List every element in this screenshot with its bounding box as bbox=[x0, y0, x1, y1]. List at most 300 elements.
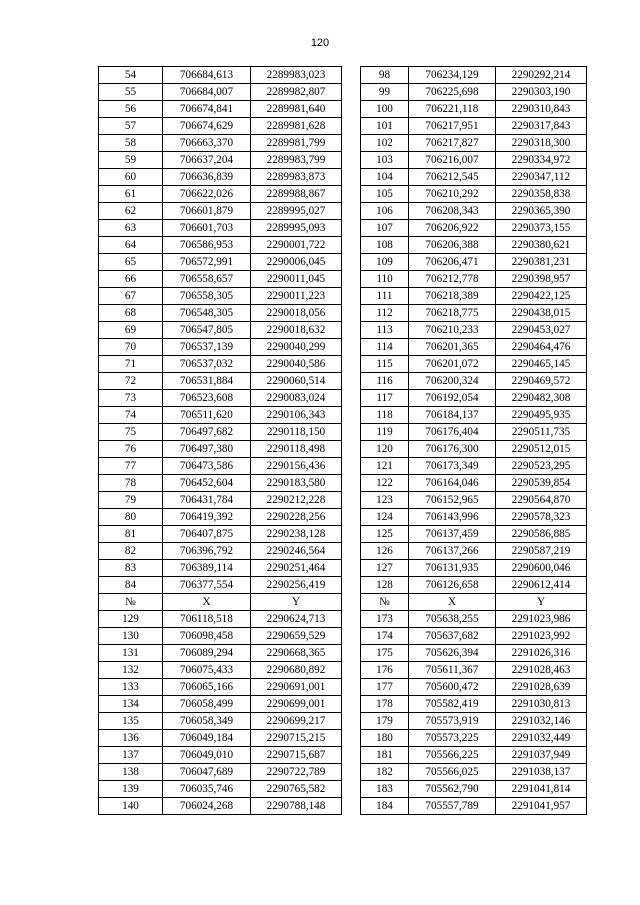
y-coordinate-cell: 2290465,145 bbox=[496, 356, 587, 373]
point-number-cell: 117 bbox=[361, 390, 409, 407]
point-number-cell: 136 bbox=[99, 730, 163, 747]
x-coordinate-cell: 706389,114 bbox=[163, 560, 251, 577]
x-coordinate-cell: 705600,472 bbox=[409, 679, 496, 696]
x-coordinate-cell: 706173,349 bbox=[409, 458, 496, 475]
x-coordinate-cell: 706558,657 bbox=[163, 271, 251, 288]
point-number-cell: 98 bbox=[361, 67, 409, 84]
x-coordinate-cell: 706548,305 bbox=[163, 305, 251, 322]
y-coordinate-cell: 2289988,867 bbox=[251, 186, 342, 203]
y-coordinate-cell: 2290512,015 bbox=[496, 441, 587, 458]
table-row bbox=[99, 254, 587, 271]
table-row bbox=[99, 543, 587, 560]
table-row bbox=[99, 696, 587, 713]
point-number-cell: 139 bbox=[99, 781, 163, 798]
x-coordinate-cell: 706049,184 bbox=[163, 730, 251, 747]
point-number-cell: 140 bbox=[99, 798, 163, 815]
point-number-cell: 73 bbox=[99, 390, 163, 407]
x-coordinate-cell: 706212,545 bbox=[409, 169, 496, 186]
point-number-cell: 102 bbox=[361, 135, 409, 152]
y-coordinate-cell: 2291037,949 bbox=[496, 747, 587, 764]
x-coordinate-cell: 705582,419 bbox=[409, 696, 496, 713]
number-header: № bbox=[361, 594, 409, 611]
table-row bbox=[99, 101, 587, 118]
column-gap bbox=[342, 237, 361, 254]
y-coordinate-cell: 2289995,027 bbox=[251, 203, 342, 220]
x-coordinate-cell: 705557,789 bbox=[409, 798, 496, 815]
point-number-cell: 84 bbox=[99, 577, 163, 594]
y-coordinate-cell: 2290380,621 bbox=[496, 237, 587, 254]
y-coordinate-cell: 2290118,498 bbox=[251, 441, 342, 458]
y-coordinate-cell: 2290469,572 bbox=[496, 373, 587, 390]
y-header: Y bbox=[251, 594, 342, 611]
x-coordinate-cell: 706637,204 bbox=[163, 152, 251, 169]
column-gap bbox=[342, 577, 361, 594]
y-coordinate-cell: 2290156,436 bbox=[251, 458, 342, 475]
table-row bbox=[99, 237, 587, 254]
x-coordinate-cell: 706377,554 bbox=[163, 577, 251, 594]
x-coordinate-cell: 706218,389 bbox=[409, 288, 496, 305]
y-coordinate-cell: 2290292,214 bbox=[496, 67, 587, 84]
x-coordinate-cell: 706601,703 bbox=[163, 220, 251, 237]
table-row bbox=[99, 475, 587, 492]
y-coordinate-cell: 2289981,640 bbox=[251, 101, 342, 118]
y-coordinate-cell: 2290539,854 bbox=[496, 475, 587, 492]
x-coordinate-cell: 706152,965 bbox=[409, 492, 496, 509]
table-row bbox=[99, 169, 587, 186]
column-gap bbox=[342, 390, 361, 407]
x-coordinate-cell: 705637,682 bbox=[409, 628, 496, 645]
x-coordinate-cell: 705562,790 bbox=[409, 781, 496, 798]
table-row bbox=[99, 339, 587, 356]
y-coordinate-cell: 2290722,789 bbox=[251, 764, 342, 781]
x-coordinate-cell: 705566,225 bbox=[409, 747, 496, 764]
column-gap bbox=[342, 288, 361, 305]
x-coordinate-cell: 706206,922 bbox=[409, 220, 496, 237]
y-coordinate-cell: 2290118,150 bbox=[251, 424, 342, 441]
column-gap bbox=[342, 543, 361, 560]
x-coordinate-cell: 706225,698 bbox=[409, 84, 496, 101]
table-row bbox=[99, 407, 587, 424]
x-coordinate-cell: 706075,433 bbox=[163, 662, 251, 679]
point-number-cell: 181 bbox=[361, 747, 409, 764]
point-number-cell: 64 bbox=[99, 237, 163, 254]
column-gap bbox=[342, 781, 361, 798]
table-row bbox=[99, 662, 587, 679]
point-number-cell: 55 bbox=[99, 84, 163, 101]
point-number-cell: 112 bbox=[361, 305, 409, 322]
column-gap bbox=[342, 594, 361, 611]
y-coordinate-cell: 2289981,799 bbox=[251, 135, 342, 152]
point-number-cell: 74 bbox=[99, 407, 163, 424]
column-gap bbox=[342, 271, 361, 288]
point-number-cell: 120 bbox=[361, 441, 409, 458]
x-coordinate-cell: 706192,054 bbox=[409, 390, 496, 407]
x-coordinate-cell: 706118,518 bbox=[163, 611, 251, 628]
point-number-cell: 61 bbox=[99, 186, 163, 203]
y-coordinate-cell: 2290040,299 bbox=[251, 339, 342, 356]
y-coordinate-cell: 2290310,843 bbox=[496, 101, 587, 118]
x-coordinate-cell: 706674,841 bbox=[163, 101, 251, 118]
table-row bbox=[99, 509, 587, 526]
x-coordinate-cell: 706218,775 bbox=[409, 305, 496, 322]
point-number-cell: 79 bbox=[99, 492, 163, 509]
y-coordinate-cell: 2291023,986 bbox=[496, 611, 587, 628]
column-gap bbox=[342, 798, 361, 815]
x-coordinate-cell: 706206,388 bbox=[409, 237, 496, 254]
column-gap bbox=[342, 747, 361, 764]
point-number-cell: 68 bbox=[99, 305, 163, 322]
x-coordinate-cell: 706137,266 bbox=[409, 543, 496, 560]
y-coordinate-cell: 2290001,722 bbox=[251, 237, 342, 254]
column-gap bbox=[342, 730, 361, 747]
y-coordinate-cell: 2290511,735 bbox=[496, 424, 587, 441]
point-number-cell: 110 bbox=[361, 271, 409, 288]
y-coordinate-cell: 2289983,799 bbox=[251, 152, 342, 169]
column-gap bbox=[342, 322, 361, 339]
x-coordinate-cell: 706497,682 bbox=[163, 424, 251, 441]
column-gap bbox=[342, 475, 361, 492]
column-gap bbox=[342, 509, 361, 526]
x-coordinate-cell: 706663,370 bbox=[163, 135, 251, 152]
y-coordinate-cell: 2290699,217 bbox=[251, 713, 342, 730]
y-coordinate-cell: 2290018,632 bbox=[251, 322, 342, 339]
point-number-cell: 138 bbox=[99, 764, 163, 781]
x-coordinate-cell: 706089,294 bbox=[163, 645, 251, 662]
point-number-cell: 75 bbox=[99, 424, 163, 441]
x-coordinate-cell: 706636,839 bbox=[163, 169, 251, 186]
column-gap bbox=[342, 441, 361, 458]
y-coordinate-cell: 2290715,215 bbox=[251, 730, 342, 747]
x-coordinate-cell: 706531,884 bbox=[163, 373, 251, 390]
column-gap bbox=[342, 407, 361, 424]
column-gap bbox=[342, 560, 361, 577]
x-coordinate-cell: 706058,499 bbox=[163, 696, 251, 713]
column-gap bbox=[342, 713, 361, 730]
point-number-cell: 118 bbox=[361, 407, 409, 424]
y-header: Y bbox=[496, 594, 587, 611]
column-gap bbox=[342, 526, 361, 543]
column-gap bbox=[342, 373, 361, 390]
point-number-cell: 129 bbox=[99, 611, 163, 628]
y-coordinate-cell: 2289981,628 bbox=[251, 118, 342, 135]
x-coordinate-cell: 706217,827 bbox=[409, 135, 496, 152]
point-number-cell: 114 bbox=[361, 339, 409, 356]
point-number-cell: 131 bbox=[99, 645, 163, 662]
table-row bbox=[99, 781, 587, 798]
x-coordinate-cell: 706035,746 bbox=[163, 781, 251, 798]
point-number-cell: 116 bbox=[361, 373, 409, 390]
point-number-cell: 78 bbox=[99, 475, 163, 492]
x-coordinate-cell: 705566,025 bbox=[409, 764, 496, 781]
y-coordinate-cell: 2290006,045 bbox=[251, 254, 342, 271]
point-number-cell: 184 bbox=[361, 798, 409, 815]
x-coordinate-cell: 706206,471 bbox=[409, 254, 496, 271]
y-coordinate-cell: 2290659,529 bbox=[251, 628, 342, 645]
y-coordinate-cell: 2290482,308 bbox=[496, 390, 587, 407]
y-coordinate-cell: 2291030,813 bbox=[496, 696, 587, 713]
y-coordinate-cell: 2290358,838 bbox=[496, 186, 587, 203]
point-number-cell: 175 bbox=[361, 645, 409, 662]
x-coordinate-cell: 706419,392 bbox=[163, 509, 251, 526]
table-row bbox=[99, 458, 587, 475]
y-coordinate-cell: 2290765,582 bbox=[251, 781, 342, 798]
y-coordinate-cell: 2290453,027 bbox=[496, 322, 587, 339]
x-coordinate-cell: 706164,046 bbox=[409, 475, 496, 492]
x-coordinate-cell: 706523,608 bbox=[163, 390, 251, 407]
column-gap bbox=[342, 135, 361, 152]
table-row bbox=[99, 747, 587, 764]
x-coordinate-cell: 706497,380 bbox=[163, 441, 251, 458]
coordinates-table bbox=[98, 66, 587, 815]
table-row bbox=[99, 560, 587, 577]
point-number-cell: 119 bbox=[361, 424, 409, 441]
point-number-cell: 134 bbox=[99, 696, 163, 713]
table-row bbox=[99, 798, 587, 815]
table-row bbox=[99, 135, 587, 152]
x-coordinate-cell: 706200,324 bbox=[409, 373, 496, 390]
y-coordinate-cell: 2290238,128 bbox=[251, 526, 342, 543]
x-coordinate-cell: 706184,137 bbox=[409, 407, 496, 424]
y-coordinate-cell: 2290624,713 bbox=[251, 611, 342, 628]
point-number-cell: 101 bbox=[361, 118, 409, 135]
x-coordinate-cell: 706684,613 bbox=[163, 67, 251, 84]
y-coordinate-cell: 2291041,814 bbox=[496, 781, 587, 798]
table-row bbox=[99, 713, 587, 730]
point-number-cell: 173 bbox=[361, 611, 409, 628]
x-coordinate-cell: 706216,007 bbox=[409, 152, 496, 169]
y-coordinate-cell: 2290495,935 bbox=[496, 407, 587, 424]
column-gap bbox=[342, 645, 361, 662]
x-coordinate-cell: 706431,784 bbox=[163, 492, 251, 509]
x-coordinate-cell: 705638,255 bbox=[409, 611, 496, 628]
column-gap bbox=[342, 492, 361, 509]
y-coordinate-cell: 2290246,564 bbox=[251, 543, 342, 560]
point-number-cell: 135 bbox=[99, 713, 163, 730]
column-gap bbox=[342, 424, 361, 441]
column-gap bbox=[342, 84, 361, 101]
y-coordinate-cell: 2291028,639 bbox=[496, 679, 587, 696]
y-coordinate-cell: 2290587,219 bbox=[496, 543, 587, 560]
point-number-cell: 109 bbox=[361, 254, 409, 271]
column-gap bbox=[342, 220, 361, 237]
column-gap bbox=[342, 152, 361, 169]
point-number-cell: 54 bbox=[99, 67, 163, 84]
column-gap bbox=[342, 101, 361, 118]
x-coordinate-cell: 706221,118 bbox=[409, 101, 496, 118]
table-row bbox=[99, 628, 587, 645]
point-number-cell: 137 bbox=[99, 747, 163, 764]
table-row bbox=[99, 152, 587, 169]
point-number-cell: 132 bbox=[99, 662, 163, 679]
point-number-cell: 106 bbox=[361, 203, 409, 220]
x-coordinate-cell: 706537,032 bbox=[163, 356, 251, 373]
column-gap bbox=[342, 203, 361, 220]
column-gap bbox=[342, 186, 361, 203]
x-coordinate-cell: 706049,010 bbox=[163, 747, 251, 764]
y-coordinate-cell: 2290347,112 bbox=[496, 169, 587, 186]
column-gap bbox=[342, 696, 361, 713]
column-gap bbox=[342, 611, 361, 628]
y-coordinate-cell: 2291026,316 bbox=[496, 645, 587, 662]
point-number-cell: 100 bbox=[361, 101, 409, 118]
x-coordinate-cell: 706407,875 bbox=[163, 526, 251, 543]
x-coordinate-cell: 706217,951 bbox=[409, 118, 496, 135]
y-coordinate-cell: 2290691,001 bbox=[251, 679, 342, 696]
x-header: X bbox=[409, 594, 496, 611]
y-coordinate-cell: 2290788,148 bbox=[251, 798, 342, 815]
point-number-cell: 59 bbox=[99, 152, 163, 169]
x-coordinate-cell: 705573,919 bbox=[409, 713, 496, 730]
x-coordinate-cell: 706137,459 bbox=[409, 526, 496, 543]
x-coordinate-cell: 705611,367 bbox=[409, 662, 496, 679]
point-number-cell: 108 bbox=[361, 237, 409, 254]
point-number-cell: 121 bbox=[361, 458, 409, 475]
point-number-cell: 127 bbox=[361, 560, 409, 577]
x-coordinate-cell: 706098,458 bbox=[163, 628, 251, 645]
point-number-cell: 128 bbox=[361, 577, 409, 594]
point-number-cell: 56 bbox=[99, 101, 163, 118]
column-gap bbox=[342, 662, 361, 679]
y-coordinate-cell: 2290018,056 bbox=[251, 305, 342, 322]
point-number-cell: 71 bbox=[99, 356, 163, 373]
column-gap bbox=[342, 764, 361, 781]
table-row bbox=[99, 271, 587, 288]
y-coordinate-cell: 2290438,015 bbox=[496, 305, 587, 322]
point-number-cell: 123 bbox=[361, 492, 409, 509]
table-row bbox=[99, 424, 587, 441]
y-coordinate-cell: 2290523,295 bbox=[496, 458, 587, 475]
x-coordinate-cell: 706024,268 bbox=[163, 798, 251, 815]
column-gap bbox=[342, 118, 361, 135]
point-number-cell: 69 bbox=[99, 322, 163, 339]
x-coordinate-cell: 706126,658 bbox=[409, 577, 496, 594]
x-coordinate-cell: 706131,935 bbox=[409, 560, 496, 577]
x-coordinate-cell: 706452,604 bbox=[163, 475, 251, 492]
point-number-cell: 180 bbox=[361, 730, 409, 747]
y-coordinate-cell: 2290228,256 bbox=[251, 509, 342, 526]
table-row bbox=[99, 118, 587, 135]
x-coordinate-cell: 706047,689 bbox=[163, 764, 251, 781]
point-number-cell: 133 bbox=[99, 679, 163, 696]
point-number-cell: 99 bbox=[361, 84, 409, 101]
y-coordinate-cell: 2290212,228 bbox=[251, 492, 342, 509]
column-gap bbox=[342, 254, 361, 271]
column-gap bbox=[342, 305, 361, 322]
point-number-cell: 77 bbox=[99, 458, 163, 475]
x-coordinate-cell: 706396,792 bbox=[163, 543, 251, 560]
point-number-cell: 182 bbox=[361, 764, 409, 781]
point-number-cell: 183 bbox=[361, 781, 409, 798]
table-row bbox=[99, 492, 587, 509]
x-coordinate-cell: 706511,620 bbox=[163, 407, 251, 424]
table-row bbox=[99, 645, 587, 662]
column-gap bbox=[342, 339, 361, 356]
y-coordinate-cell: 2289983,023 bbox=[251, 67, 342, 84]
column-gap bbox=[342, 169, 361, 186]
x-coordinate-cell: 706473,586 bbox=[163, 458, 251, 475]
point-number-cell: 103 bbox=[361, 152, 409, 169]
y-coordinate-cell: 2290251,464 bbox=[251, 560, 342, 577]
x-coordinate-cell: 706176,300 bbox=[409, 441, 496, 458]
point-number-cell: 76 bbox=[99, 441, 163, 458]
x-coordinate-cell: 706684,007 bbox=[163, 84, 251, 101]
y-coordinate-cell: 2291038,137 bbox=[496, 764, 587, 781]
column-gap bbox=[342, 458, 361, 475]
y-coordinate-cell: 2290040,586 bbox=[251, 356, 342, 373]
point-number-cell: 65 bbox=[99, 254, 163, 271]
point-number-cell: 105 bbox=[361, 186, 409, 203]
y-coordinate-cell: 2291032,449 bbox=[496, 730, 587, 747]
y-coordinate-cell: 2290422,125 bbox=[496, 288, 587, 305]
x-header: X bbox=[163, 594, 251, 611]
y-coordinate-cell: 2290373,155 bbox=[496, 220, 587, 237]
table-row bbox=[99, 679, 587, 696]
table-row bbox=[99, 186, 587, 203]
x-coordinate-cell: 706547,805 bbox=[163, 322, 251, 339]
x-coordinate-cell: 706143,996 bbox=[409, 509, 496, 526]
point-number-cell: 70 bbox=[99, 339, 163, 356]
y-coordinate-cell: 2290106,343 bbox=[251, 407, 342, 424]
y-coordinate-cell: 2290398,957 bbox=[496, 271, 587, 288]
table-row bbox=[99, 203, 587, 220]
point-number-cell: 63 bbox=[99, 220, 163, 237]
x-coordinate-cell: 706572,991 bbox=[163, 254, 251, 271]
y-coordinate-cell: 2290318,300 bbox=[496, 135, 587, 152]
x-coordinate-cell: 706234,129 bbox=[409, 67, 496, 84]
table-header-row bbox=[99, 594, 587, 611]
point-number-cell: 115 bbox=[361, 356, 409, 373]
y-coordinate-cell: 2290256,419 bbox=[251, 577, 342, 594]
point-number-cell: 58 bbox=[99, 135, 163, 152]
y-coordinate-cell: 2290365,390 bbox=[496, 203, 587, 220]
y-coordinate-cell: 2289983,873 bbox=[251, 169, 342, 186]
y-coordinate-cell: 2290578,323 bbox=[496, 509, 587, 526]
x-coordinate-cell: 706601,879 bbox=[163, 203, 251, 220]
point-number-cell: 57 bbox=[99, 118, 163, 135]
x-coordinate-cell: 706212,778 bbox=[409, 271, 496, 288]
x-coordinate-cell: 706208,343 bbox=[409, 203, 496, 220]
table-row bbox=[99, 577, 587, 594]
column-gap bbox=[342, 628, 361, 645]
point-number-cell: 83 bbox=[99, 560, 163, 577]
y-coordinate-cell: 2290612,414 bbox=[496, 577, 587, 594]
x-coordinate-cell: 706210,292 bbox=[409, 186, 496, 203]
y-coordinate-cell: 2290011,223 bbox=[251, 288, 342, 305]
point-number-cell: 122 bbox=[361, 475, 409, 492]
point-number-cell: 111 bbox=[361, 288, 409, 305]
table-row bbox=[99, 305, 587, 322]
table-row bbox=[99, 611, 587, 628]
table-row bbox=[99, 288, 587, 305]
x-coordinate-cell: 706210,233 bbox=[409, 322, 496, 339]
table-row bbox=[99, 730, 587, 747]
point-number-cell: 177 bbox=[361, 679, 409, 696]
y-coordinate-cell: 2291028,463 bbox=[496, 662, 587, 679]
y-coordinate-cell: 2290011,045 bbox=[251, 271, 342, 288]
y-coordinate-cell: 2290600,046 bbox=[496, 560, 587, 577]
column-gap bbox=[342, 679, 361, 696]
point-number-cell: 179 bbox=[361, 713, 409, 730]
table-row bbox=[99, 67, 587, 84]
y-coordinate-cell: 2290586,885 bbox=[496, 526, 587, 543]
y-coordinate-cell: 2290060,514 bbox=[251, 373, 342, 390]
y-coordinate-cell: 2290699,001 bbox=[251, 696, 342, 713]
table-row bbox=[99, 356, 587, 373]
point-number-cell: 178 bbox=[361, 696, 409, 713]
point-number-cell: 107 bbox=[361, 220, 409, 237]
y-coordinate-cell: 2290334,972 bbox=[496, 152, 587, 169]
y-coordinate-cell: 2291023,992 bbox=[496, 628, 587, 645]
